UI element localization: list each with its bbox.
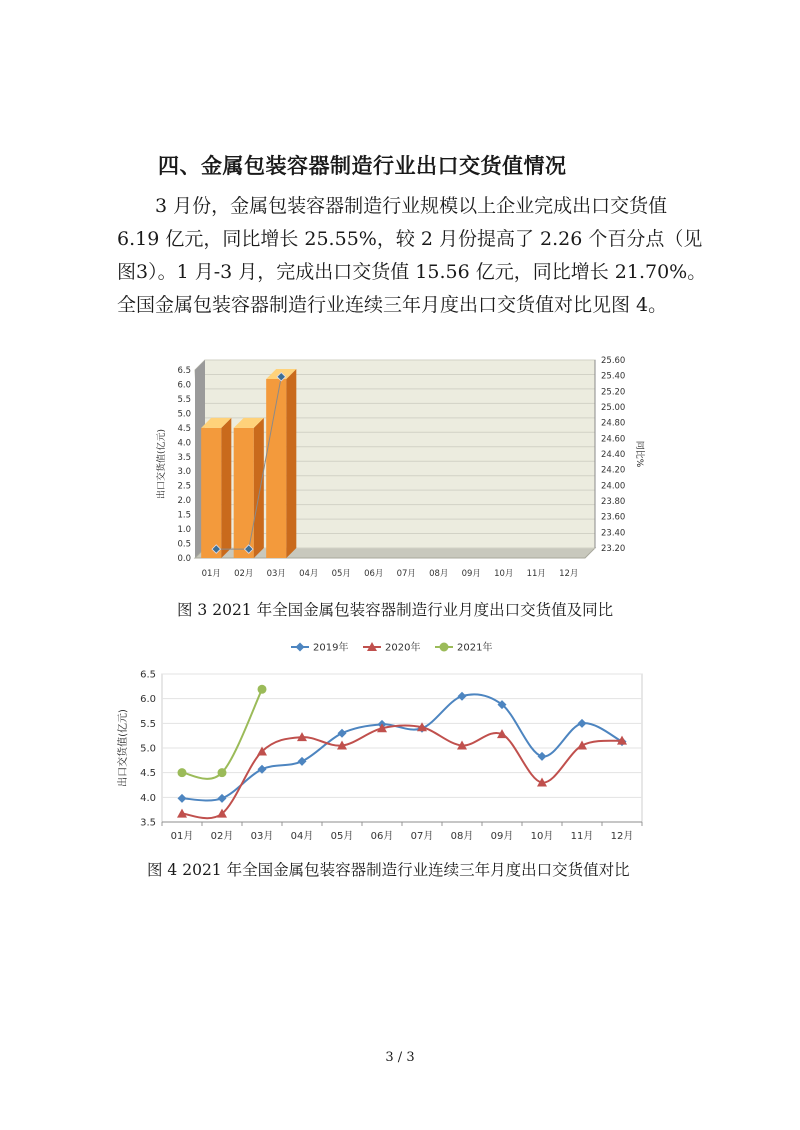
y2-tick-label: 23.60 [601, 512, 626, 523]
paragraph-line-3: 图3）。1 月-3 月，完成出口交货值 15.56 亿元，同比增长 21.70%。 [117, 261, 707, 283]
bar [201, 428, 221, 558]
y-axis-title: 出口交货值(亿元) [157, 428, 167, 500]
bar-side [254, 418, 264, 558]
x-tick-label: 08月 [450, 831, 474, 842]
x-tick-label: 11月 [526, 569, 546, 579]
y2-axis-title: 同比% [634, 440, 644, 468]
y-tick-label: 5.0 [140, 743, 156, 755]
x-tick-label: 06月 [370, 831, 394, 842]
x-tick-label: 12月 [610, 831, 634, 842]
y-tick-label: 5.0 [177, 409, 191, 420]
y2-tick-label: 24.40 [601, 450, 626, 460]
x-tick-label: 09月 [490, 831, 514, 842]
bar-side [286, 369, 296, 558]
x-tick-label: 02月 [210, 831, 234, 842]
y-tick-label: 3.0 [177, 467, 191, 478]
y-tick-label: 5.5 [140, 718, 156, 730]
x-tick-label: 11月 [570, 831, 594, 842]
figure-3-caption: 图 3 2021 年全国金属包装容器制造行业月度出口交货值及同比 [177, 601, 614, 619]
y-tick-label: 6.5 [177, 366, 191, 376]
y2-tick-label: 25.00 [601, 403, 626, 413]
x-tick-label: 08月 [429, 569, 449, 579]
y-tick-label: 3.5 [177, 452, 191, 463]
y-tick-label: 3.5 [140, 817, 156, 829]
x-tick-label: 06月 [364, 569, 384, 579]
y-tick-label: 6.0 [140, 694, 156, 706]
y2-tick-label: 23.20 [601, 544, 626, 554]
y-tick-label: 4.5 [140, 768, 156, 780]
y-tick-label: 0.5 [177, 539, 191, 550]
y2-tick-label: 24.60 [601, 434, 626, 445]
paragraph-line-2: 6.19 亿元，同比增长 25.55%，较 2 月份提高了 2.26 个百分点（见 [117, 228, 703, 250]
section-heading: 四、金属包装容器制造行业出口交货值情况 [158, 154, 567, 178]
x-tick-label: 09月 [461, 569, 481, 579]
y-tick-label: 2.5 [177, 481, 191, 492]
y-axis-title: 出口交货值(亿元) [118, 709, 129, 787]
y2-tick-label: 25.60 [601, 356, 626, 366]
data-point-3 [258, 685, 267, 694]
y2-tick-label: 25.40 [601, 371, 626, 382]
x-tick-label: 07月 [410, 831, 434, 842]
x-tick-label: 04月 [299, 569, 319, 579]
figure-4-caption: 图 4 2021 年全国金属包装容器制造行业连续三年月度出口交货值对比 [147, 861, 630, 879]
x-tick-label: 05月 [330, 831, 354, 842]
y2-tick-label: 24.00 [601, 481, 626, 492]
y-tick-label: 4.5 [177, 423, 191, 434]
data-point-3 [178, 768, 187, 777]
body-paragraph [117, 190, 707, 322]
paragraph-line-1: 3 月份，金属包装容器制造行业规模以上企业完成出口交货值 [155, 195, 668, 217]
y-tick-label: 1.0 [177, 525, 191, 536]
y-tick-label: 2.0 [177, 496, 191, 507]
legend-label: 2021年 [457, 642, 493, 654]
y-tick-label: 0.0 [177, 554, 191, 564]
x-tick-label: 03月 [250, 831, 274, 842]
x-tick-label: 02月 [234, 569, 254, 579]
y-tick-label: 4.0 [140, 792, 156, 804]
y2-tick-label: 23.80 [601, 497, 626, 507]
x-tick-label: 05月 [331, 569, 351, 579]
legend-marker [296, 643, 305, 652]
y-tick-label: 1.5 [177, 510, 191, 521]
paragraph-line-4: 全国金属包装容器制造行业连续三年月度出口交货值对比见图 4。 [117, 294, 668, 316]
legend-label: 2019年 [313, 642, 349, 654]
x-tick-label: 01月 [170, 831, 194, 842]
x-tick-label: 10月 [494, 569, 514, 579]
legend-label: 2020年 [385, 642, 421, 654]
y2-tick-label: 24.80 [601, 418, 626, 429]
x-tick-label: 10月 [530, 831, 554, 842]
y-tick-label: 4.0 [177, 438, 191, 449]
bar-side [221, 418, 231, 558]
y2-tick-label: 23.40 [601, 528, 626, 539]
y-tick-label: 6.0 [177, 380, 191, 391]
x-tick-label: 12月 [559, 569, 579, 579]
figure-3-chart [140, 345, 660, 590]
data-point-3 [218, 768, 227, 777]
figure-4-chart [110, 632, 670, 852]
x-tick-label: 01月 [201, 569, 221, 579]
legend-marker [440, 643, 449, 652]
x-tick-label: 07月 [396, 569, 416, 579]
x-tick-label: 03月 [266, 569, 286, 579]
y-tick-label: 5.5 [177, 394, 191, 405]
x-tick-label: 04月 [290, 831, 314, 842]
page-number: 3 / 3 [385, 1050, 415, 1065]
y-tick-label: 6.5 [140, 669, 156, 681]
y2-tick-label: 25.20 [601, 387, 626, 398]
y2-tick-label: 24.20 [601, 465, 626, 476]
